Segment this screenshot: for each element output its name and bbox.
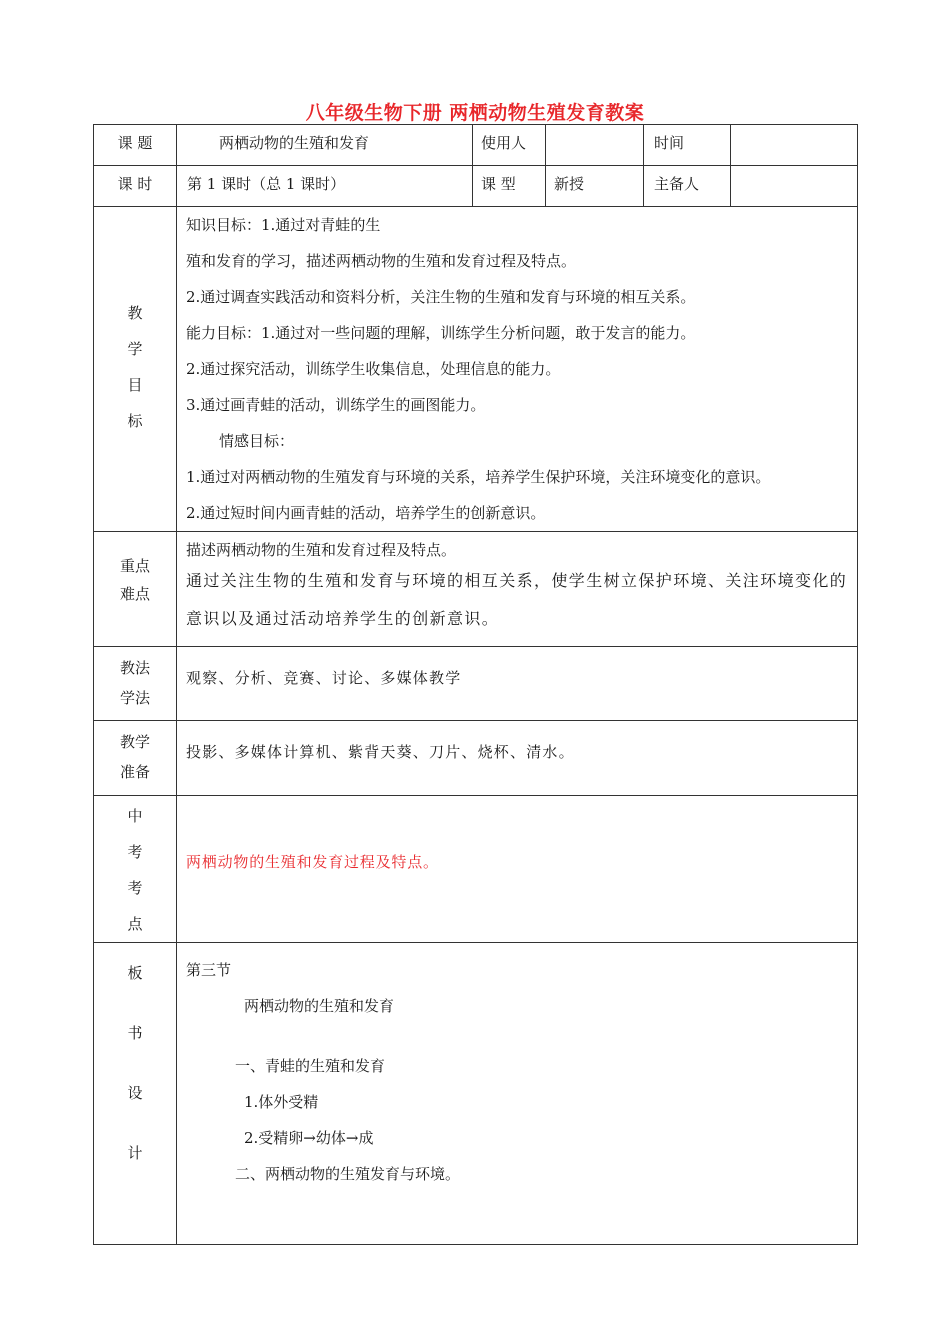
board-label-char: 设 (127, 1084, 143, 1102)
prep-label (94, 721, 177, 796)
prep-label-line: 准备 (119, 763, 150, 781)
period-label: 课 时 (94, 166, 177, 207)
methods-label-line: 学法 (119, 689, 150, 707)
goal-line: 能力目标：1.通过对一些问题的理解，训练学生分析问题，敢于发言的能力。 (186, 324, 696, 342)
topic-label: 课 题 (94, 125, 177, 166)
prep-row (94, 721, 858, 796)
lead-value (731, 166, 858, 207)
board-line: 二、两栖动物的生殖发育与环境。 (235, 1165, 461, 1183)
keypoints-label (94, 532, 177, 647)
goal-line: 2.通过短时间内画青蛙的活动，培养学生的创新意识。 (186, 504, 546, 522)
board-line: 第三节 (186, 961, 232, 979)
period-row (94, 166, 858, 207)
board-line: 两栖动物的生殖和发育 (244, 997, 395, 1015)
board-line: 一、青蛙的生殖和发育 (235, 1057, 386, 1075)
user-value (546, 125, 644, 166)
goals-label-char: 标 (127, 412, 143, 430)
goal-line: 知识目标：1.通过对青蛙的生 (186, 216, 381, 234)
exam-label-char: 点 (127, 915, 143, 933)
lead-label: 主备人 (644, 166, 731, 207)
keypoints-row (94, 532, 858, 647)
board-content (177, 943, 858, 1245)
board-label-char: 书 (127, 1024, 143, 1042)
board-label-char: 板 (127, 964, 143, 982)
keypoint-line: 通过关注生物的生殖和发育与环境的相互关系，使学生树立保护环境、关注环境变化的意识以及通过活动培养学生的创新意识。 (186, 571, 848, 628)
keypoints-label-line: 重点 (119, 557, 150, 575)
exam-content: 两栖动物的生殖和发育过程及特点。 (177, 796, 858, 943)
board-label-char: 计 (127, 1144, 143, 1162)
board-label (94, 943, 177, 1245)
exam-label-char: 中 (127, 807, 143, 825)
prep-label-line: 教学 (119, 733, 150, 751)
exam-label-char: 考 (127, 879, 143, 897)
goals-label (94, 207, 177, 532)
goal-line: 3.通过画青蛙的活动，训练学生的画图能力。 (186, 396, 486, 414)
lesson-plan-table (93, 124, 858, 1245)
goal-line: 殖和发育的学习，描述两栖动物的生殖和发育过程及特点。 (186, 252, 577, 270)
page-title: 八年级生物下册 两栖动物生殖发育教案 (305, 102, 645, 124)
goals-label-char: 教 (127, 304, 143, 322)
topic-row (94, 125, 858, 166)
goal-line: 情感目标： (219, 432, 295, 450)
keypoints-label-line: 难点 (119, 585, 150, 603)
user-label: 使用人 (473, 125, 546, 166)
exam-label-char: 考 (127, 843, 143, 861)
board-line: 1.体外受精 (244, 1093, 319, 1111)
time-value (731, 125, 858, 166)
goals-row (94, 207, 858, 532)
keypoints-content (177, 532, 858, 647)
time-label: 时间 (644, 125, 731, 166)
goal-line: 2.通过探究活动，训练学生收集信息，处理信息的能力。 (186, 360, 561, 378)
methods-content: 观察、分析、竞赛、讨论、多媒体教学 (177, 647, 858, 721)
methods-label (94, 647, 177, 721)
board-row (94, 943, 858, 1245)
goals-label-char: 目 (127, 376, 143, 394)
goals-label-char: 学 (127, 340, 143, 358)
prep-content: 投影、多媒体计算机、紫背天葵、刀片、烧杯、清水。 (177, 721, 858, 796)
methods-label-line: 教法 (119, 659, 150, 677)
exam-label (94, 796, 177, 943)
goal-line: 1.通过对两栖动物的生殖发育与环境的关系，培养学生保护环境，关注环境变化的意识。 (186, 468, 771, 486)
goal-line: 2.通过调查实践活动和资料分析，关注生物的生殖和发育与环境的相互关系。 (186, 288, 696, 306)
period-value: 第 1 课时（总 1 课时） (177, 166, 473, 207)
methods-row (94, 647, 858, 721)
topic-value: 两栖动物的生殖和发育 (177, 125, 473, 166)
exam-row (94, 796, 858, 943)
goals-content (177, 207, 858, 532)
type-label: 课 型 (473, 166, 546, 207)
keypoint-line: 描述两栖动物的生殖和发育过程及特点。 (186, 541, 457, 559)
type-value: 新授 (546, 166, 644, 207)
board-line: 2.受精卵→幼体→成 (244, 1129, 374, 1147)
